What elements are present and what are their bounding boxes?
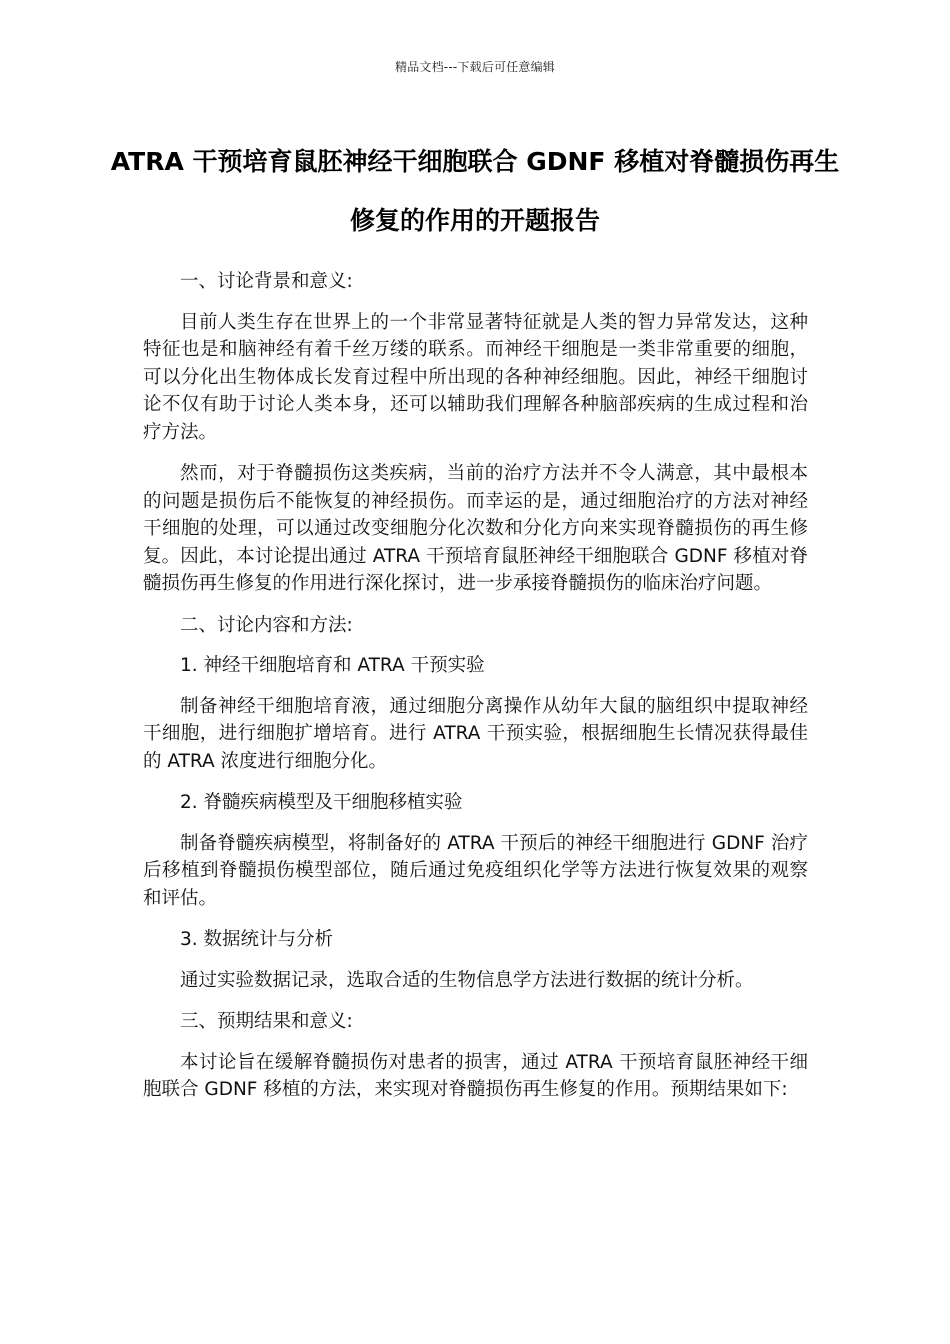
document-title: ATRA 干预培育鼠胚神经干细胞联合 GDNF 移植对脊髓损伤再生修复的作用的开题报告 [110, 147, 840, 235]
section-1-paragraph-1: 目前人类生存在世界上的一个非常显著特征就是人类的智力异常发达，这种特征也是和脑神经有着千丝万缕的联系。而神经干细胞是一类非常重要的细胞，可以分化出生物体成长发育过程中所出现的各种神经细胞。因此，神经干细胞讨论不仅有助于讨论人类本身，还可以辅助我们理解各种脑部疾病的生成过程和治疗方法。 [143, 311, 808, 443]
section-2-subheading-1: 1. 神经干细胞培育和 ATRA 干预实验 [180, 655, 485, 676]
section-3-heading: 三、预期结果和意义: [180, 1011, 353, 1032]
section-3-paragraph-1: 本讨论旨在缓解脊髓损伤对患者的损害，通过 ATRA 干预培育鼠胚神经干细胞联合 GDNF 移植的方法，来实现对脊髓损伤再生修复的作用。预期结果如下: [143, 1051, 808, 1100]
section-2-subheading-2: 2. 脊髓疾病模型及干细胞移植实验 [180, 792, 463, 813]
document-body [143, 268, 808, 1118]
section-1-paragraph-2: 然而，对于脊髓损伤这类疾病，当前的治疗方法并不令人满意，其中最根本的问题是损伤后不能恢复的神经损伤。而幸运的是，通过细胞治疗的方法对神经干细胞的处理，可以通过改变细胞分化次数和分化方向来实现脊髓损伤的再生修复。因此，本讨论提出通过 ATRA 干预培育鼠胚神经干细胞联合 GDNF 移植对脊髓损伤再生修复的作用进行深化探讨，进一步承接脊髓损伤的临床治疗问题。 [143, 463, 808, 594]
section-2-heading: 二、讨论内容和方法: [180, 614, 353, 636]
section-2-subheading-3: 3. 数据统计与分析 [180, 929, 334, 950]
header-note: 精品文档---下载后可任意编辑 [395, 60, 555, 74]
section-1-heading: 一、讨论背景和意义: [180, 271, 353, 292]
section-2-paragraph-2: 制备脊髓疾病模型，将制备好的 ATRA 干预后的神经干细胞进行 GDNF 治疗后移植到脊髓损伤模型部位，随后通过免疫组织化学等方法进行恢复效果的观察和评估。 [143, 832, 808, 909]
section-2-paragraph-3: 通过实验数据记录，选取合适的生物信息学方法进行数据的统计分析。 [180, 969, 754, 991]
section-2-paragraph-1: 制备神经干细胞培育液，通过细胞分离操作从幼年大鼠的脑组织中提取神经干细胞，进行细胞扩增培育。进行 ATRA 干预实验，根据细胞生长情况获得最佳的 ATRA 浓度进行细胞分化。 [143, 695, 808, 772]
